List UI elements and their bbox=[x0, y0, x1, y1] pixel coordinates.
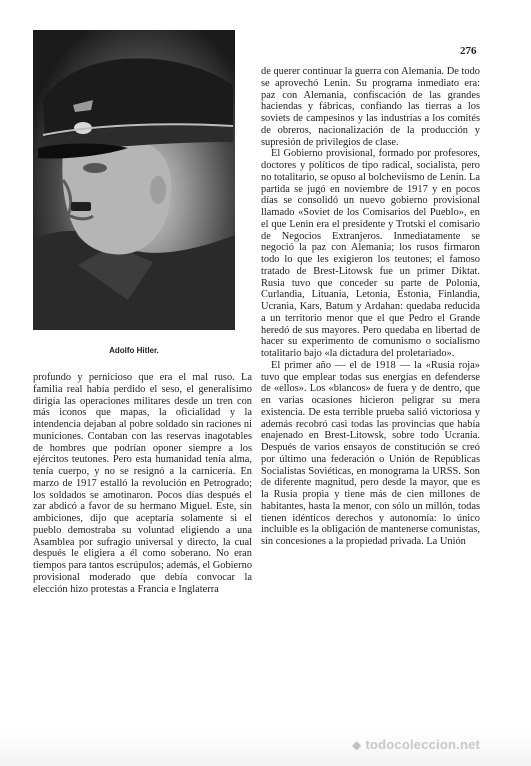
paragraph: profundo y pernicioso que era el mal ruso. La familia real había perdido el seso, el generalísimo dirigía las operaciones militares desde un tren con más iconos que mapas, la oficialidad y la intendencia dejaban al pobre soldado sin raciones ni municiones. Contaban con las reservas inagotables de hombres que podrían oponer siempre a los ejércitos teutones. Pero esta humanidad tenía alma, tenía cuerpo, y no se resignó a la carnicería. En marzo de 1917 estalló la revolución en Petrogrado; los soldados se amotinaron. Pocos días después el zar abdicó a favor de su hermano Miguel. Este, sin ambiciones, dijo que aceptaría solamente si el pueblo demostraba su voluntad eligiendo a una Asamblea por sufragio universal y directo, la cual después le eligiera a él como soberano. No eran tiempos para tantos escrúpulos; además, el Gobierno provisional moderado que debía convocar la elección hizo protestas a Francia e Inglaterra bbox=[33, 372, 253, 595]
portrait-photo bbox=[33, 30, 235, 330]
paragraph: El primer año — el de 1918 — la «Rusia roja» tuvo que emplear todas sus energías en defenderse de «ellos». Los «blancos» de fuera y de dentro, que en varias ocasiones hicieron peligrar su mera existencia. De esta terrible prueba salió victoriosa y además recobró casi todas las provincias que había enajenado en Brest-Litowsk, sobre todo Ucrania. Después de varios ensayos de constitución se creó por último una federación o Unión de Repúblicas Socialistas Soviéticas, en monograma la URSS. Son de diferente magnitud, pero desde la mayor, que es la Rusia propia y tiene más de cien millones de habitantes, hasta la menor, con sólo un millón, todas tienen idénticos derechos y autonomía: lo único incluible es la obligación de mantenerse comunistas, sin concesiones a la propiedad privada. La Unión bbox=[261, 359, 480, 547]
watermark bbox=[352, 737, 480, 752]
watermark-text: todocoleccion.net bbox=[365, 737, 481, 752]
page-number: 276 bbox=[460, 45, 477, 57]
right-text-column bbox=[261, 66, 480, 548]
paragraph: de querer continuar la guerra con Alemania. De todo se aprovechó Lenin. Su programa inmediato era: paz con Alemania, confiscación de las grandes haciendas y fábricas, confiando las tierras a los soviets de campesinos y las industrias a los comités de obreros, nacionalización de la producción y supresión de privilegios de clase. bbox=[261, 66, 480, 148]
portrait-illustration bbox=[33, 30, 235, 330]
paragraph: El Gobierno provisional, formado por profesores, doctores y políticos de tipo radical, socialista, pero no totalitario, se opuso al bolcheviismo de Lenin. La partida se jugó en noviembre de 1917 y en pocos días se consolidó un nuevo gobierno provisional llamado «Soviet de los Comisarios del Pueblo», en el que Lenin era el presidente y Trotski el comisario de Negocios Extranjeros. Inmediatamente se negoció la paz con Alemania; los rusos firmaron todo lo que les exigieron los teutones; el famoso tratado de Brest-Litowsk fue un primer Diktat. Rusia tuvo que conceder su parte de Polonia, Curlandia, Lituania, Letonia, Estonia, Finlandia, Ucrania, Kars, Batum y Ardahan: quedaba reducida a un territorio menor que el que Pedro el Grande heredó de sus mayores. Pero quedaba en libertad de hacer su experimento de comunismo o socialismo totalitario bajo «la dictadura del proletariado». bbox=[261, 148, 480, 359]
photo-caption: Adolfo Hitler. bbox=[109, 346, 159, 355]
left-text-column bbox=[33, 372, 252, 595]
watermark-logo-icon: ◆ bbox=[352, 738, 362, 752]
